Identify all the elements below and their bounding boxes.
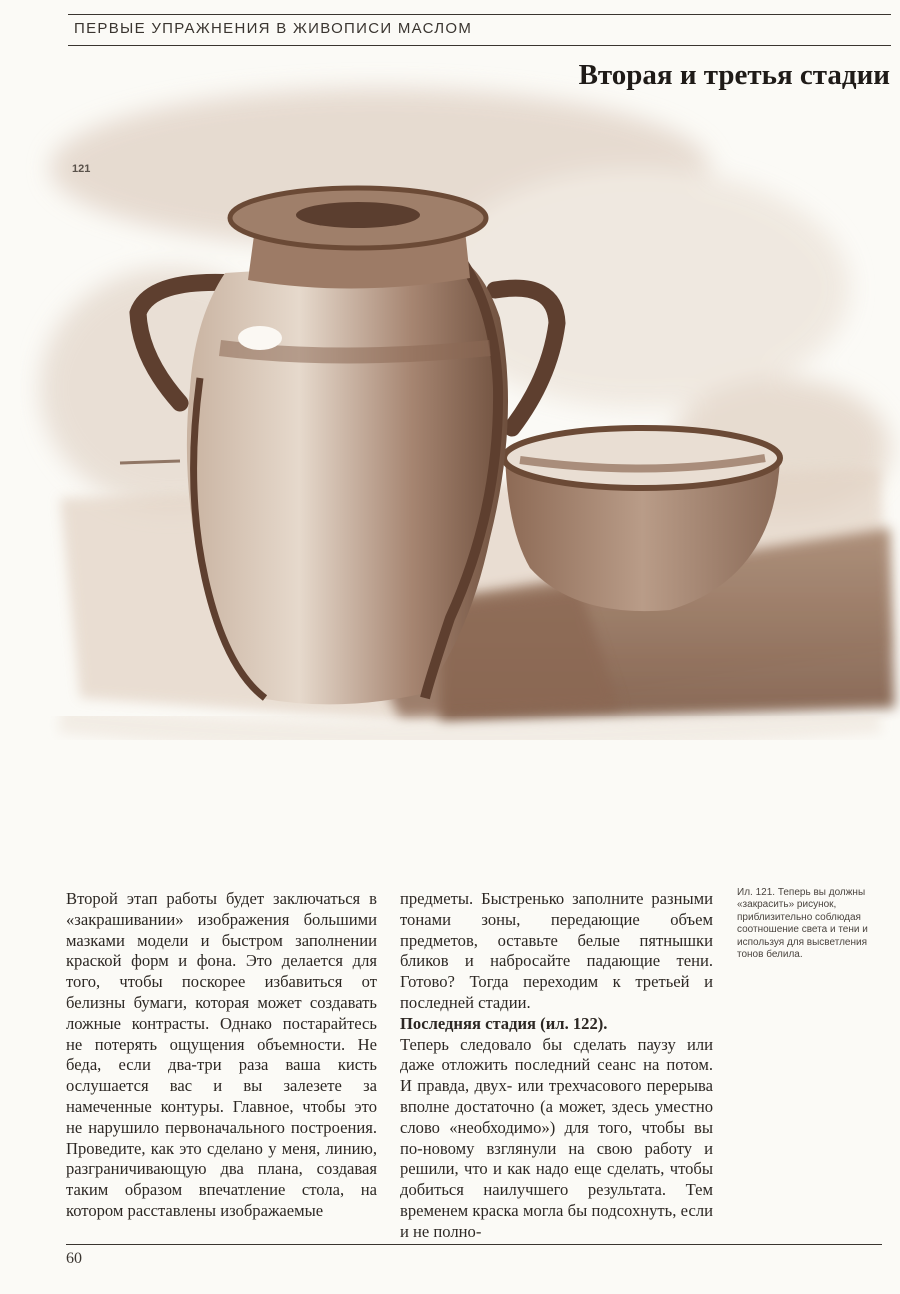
paragraph-continuation: предметы. Быстренько заполните разными тонами зоны, передающие объем предметов, оставьте белые пятнышки бликов и набросайте падающие тени. Готово? Тогда переходим к третьей и последней стадии. (400, 889, 713, 1012)
running-header (68, 14, 891, 46)
figure-caption: Ил. 121. Теперь вы должны «закрасить» рисунок, приблизительно соблюдая соотношение света и тени и используя для высветления тонов белила. (737, 887, 868, 961)
body-column-1 (66, 889, 377, 1222)
paragraph-final-stage: Теперь следовало бы сделать паузу или даже отложить последний сеанс на потом. И правда, двух- или трехчасового перерыва вполне достаточно (а может, здесь уместно слово «необходимо») для того, чтобы вы по-новому взглянули на свою работу и решили, что и как надо еще сделать, чтобы добиться наилучшего результата. Тем временем краска могла бы подсохнуть, если и не полно- (400, 1034, 713, 1241)
section-title: Вторая и третья стадии (578, 59, 890, 91)
painting-illustration (20, 58, 900, 778)
page-number: 60 (66, 1250, 82, 1267)
jug (187, 188, 508, 704)
body-column-2 (400, 889, 713, 1243)
footer-rule (66, 1244, 882, 1245)
running-title: ПЕРВЫЕ УПРАЖНЕНИЯ В ЖИВОПИСИ МАСЛОМ (74, 20, 473, 37)
paragraph-stage-two: Второй этап работы будет заключаться в «закрашивании» изображения большими мазками модели и быстром заполнении краской форм и фона. Это делается для того, чтобы поскорее избавиться от белизны бумаги, которая может создавать ложные контрасты. Однако постарайтесь не потерять ощущения объемности. Не беда, если два-три раза ваша кисть ослушается вас и вы залезете за намеченные контуры. Главное, чтобы это не нарушило первоначального построения. Проведите, как это сделано у меня, линию, разграничивающую два плана, создавая таким образом впечатление стола, на котором расставлены изображаемые (66, 889, 377, 1220)
subheading-final-stage: Последняя стадия (ил. 122). (400, 1013, 608, 1033)
figure-number: 121 (72, 163, 91, 175)
